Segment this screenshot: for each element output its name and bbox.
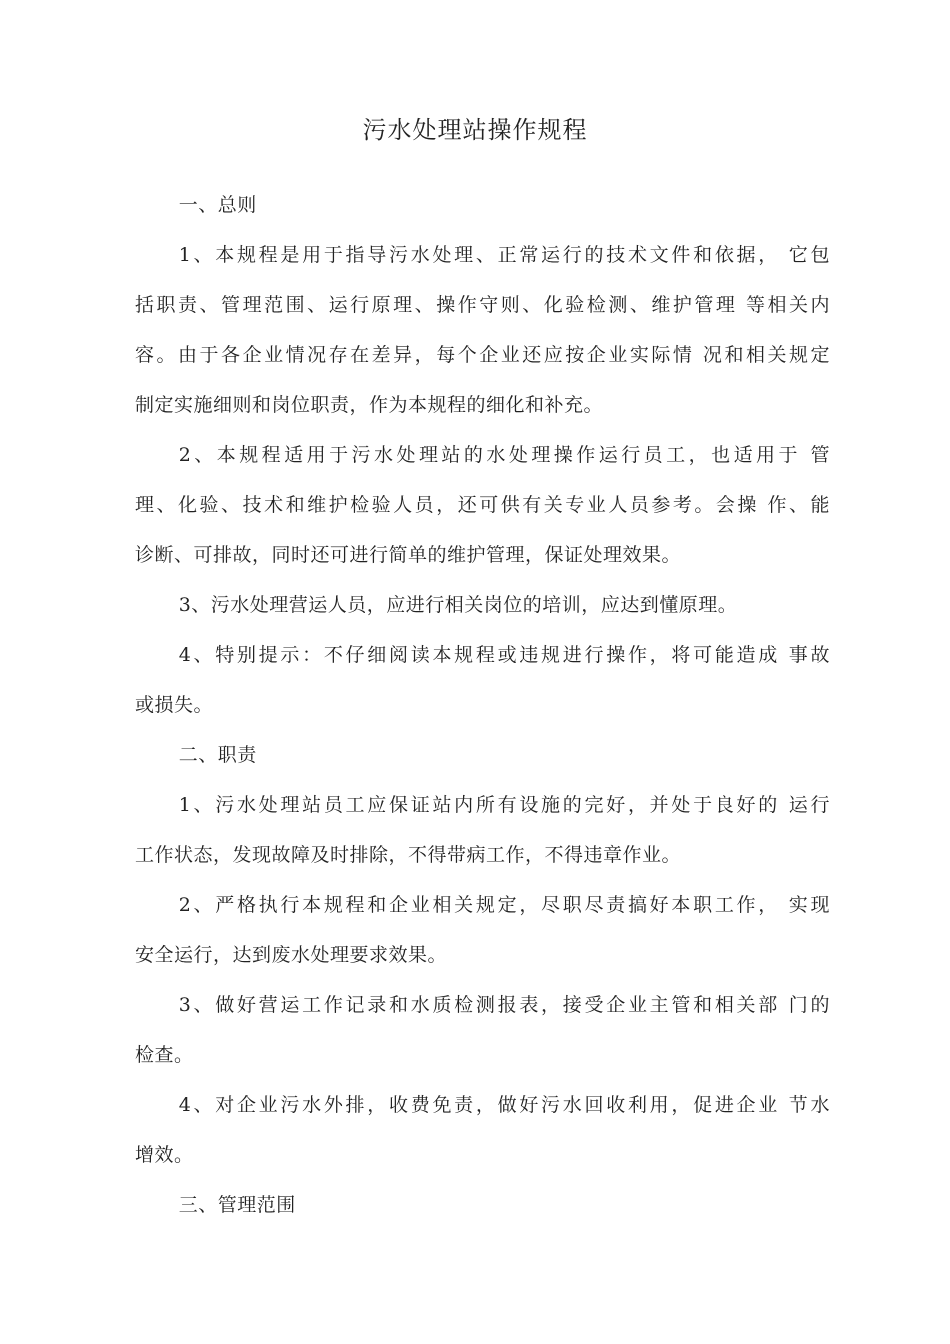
- document-body: [135, 180, 830, 1230]
- text-line: 检查。: [135, 1044, 194, 1066]
- text-line: 诊断、可排故，同时还可进行简单的维护管理，保证处理效果。: [135, 544, 682, 566]
- text-line: 1、本规程是用于指导污水处理、正常运行的技术文件和依据， 它包: [178, 244, 830, 266]
- text-line: 1、污水处理站员工应保证站内所有设施的完好，并处于良好的 运行: [178, 794, 830, 816]
- paragraph: [135, 980, 830, 1080]
- text-line: 3、做好营运工作记录和水质检测报表，接受企业主管和相关部 门的: [178, 994, 830, 1016]
- text-line: 安全运行，达到废水处理要求效果。: [135, 944, 448, 966]
- paragraph: [135, 1080, 830, 1180]
- text-line: 增效。: [135, 1144, 194, 1166]
- paragraph: [135, 630, 830, 730]
- text-line: 或损失。: [135, 694, 214, 716]
- section-heading-duties: 二、职责: [178, 744, 257, 766]
- text-line: 容。由于各企业情况存在差异，每个企业还应按企业实际情 况和相关规定: [135, 344, 830, 366]
- section-heading-scope: 三、管理范围: [178, 1194, 296, 1216]
- text-line: 括职责、管理范围、运行原理、操作守则、化验检测、维护管理 等相关内: [135, 294, 830, 316]
- text-line: 2、本规程适用于污水处理站的水处理操作运行员工，也适用于 管: [178, 444, 830, 466]
- document-title: 污水处理站操作规程: [362, 116, 588, 144]
- text-line: 4、特别提示：不仔细阅读本规程或违规进行操作，将可能造成 事故: [178, 644, 830, 666]
- text-line: 理、化验、技术和维护检验人员，还可供有关专业人员参考。会操 作、能: [135, 494, 830, 516]
- text-line: 3、污水处理营运人员，应进行相关岗位的培训，应达到懂原理。: [178, 594, 738, 616]
- text-line: 2、严格执行本规程和企业相关规定，尽职尽责搞好本职工作， 实现: [178, 894, 830, 916]
- text-line: 4、对企业污水外排，收费免责，做好污水回收利用，促进企业 节水: [178, 1094, 830, 1116]
- paragraph: [135, 780, 830, 880]
- paragraph: [135, 580, 830, 630]
- text-line: 工作状态，发现故障及时排除，不得带病工作，不得违章作业。: [135, 844, 682, 866]
- paragraph: [135, 230, 830, 430]
- paragraph: [135, 880, 830, 980]
- section-heading-general: 一、总则: [178, 194, 257, 216]
- paragraph: [135, 430, 830, 580]
- text-line: 制定实施细则和岗位职责，作为本规程的细化和补充。: [135, 394, 604, 416]
